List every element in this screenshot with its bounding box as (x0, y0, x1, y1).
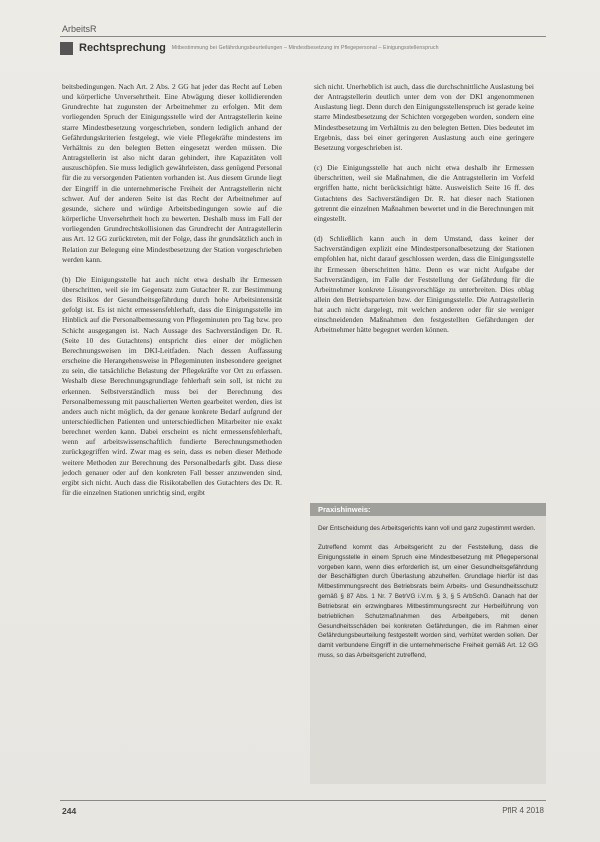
paragraph: Zutreffend kommt das Arbeitsgericht zu der Feststellung, dass die Einigungsstelle in einem Spruch eine Mindestbesetzung mit Pflegepersonal vorgeben kann, wenn dies erforderlich ist, um einer Gesundheitsgefährdung der Beschäftigten durch Überlastung abzuhelfen. Grundlage hierfür ist das Mitbestimmungsrecht des Betriebsrats beim Arbeits- und Gesundheitsschutz gemäß § 87 Abs. 1 Nr. 7 BetrVG i.V.m. § 3, § 5 ArbSchG. Danach hat der Betriebsrat ein erzwingbares Mitbestimmungsrecht zur Herbeiführung von betrieblichen Schutzmaßnahmen des Arbeitgebers, mit denen Gesundheitsschäden bei konkreten Gefährdungen, die im Rahmen einer Gefährdungsbeurteilung festgestellt worden sind, verhütet werden sollen. Der damit verbundene Eingriff in die unternehmerische Freiheit gemäß Art. 12 GG muss, so das Arbeitsgericht zutreffend, (318, 543, 538, 660)
paragraph: (c) Die Einigungsstelle hat auch nicht etwa deshalb ihr Ermessen überschritten, weil sie Maßnahmen, die die Antragstellerin im Vorfeld ergriffen hatte, nicht berücksichtigt hätte. Ausweislich Seite 16 ff. des Gutachtens des Sachverständigen Dr. R. hat dieser nach Stationen getrennt die einzelnen Maßnahmen bewertet und in die Berechnungen mit eingestellt. (314, 163, 534, 223)
left-column (62, 82, 282, 508)
issue-label: PflR 4 2018 (502, 806, 544, 815)
paragraph: (d) Schließlich kann auch in dem Umstand, dass keiner der Sachverständigen explizit eine Mindestpersonalbesetzung der Stationen empfohlen hat, nicht darauf geschlossen werden, dass die Einigungsstelle ihr Ermessen überschritten hätte. Denn es war nicht Aufgabe der Sachverständigen, im Falle der Feststellung der Gefährdung für die Arbeitnehmer konkrete Lösungsvorschläge zu unterbreiten. Dies oblag allein den Betriebsparteien bzw. der Einigungsstelle. Die Antragstellerin hat auch nicht dargelegt, mit welchen anderen oder für sie weniger einschneidenden Maßnahmen den festgestellten Gefährdungen der Arbeitnehmer hätte begegnet werden können. (314, 234, 534, 335)
paragraph: (b) Die Einigungsstelle hat auch nicht etwa deshalb ihr Ermessen überschritten, weil sie im Gegensatz zum Gutachter R. zur Bestimmung des Risikos der Gesundheitsgefährdung durch hohe Arbeitsintensität gefolgt ist. Es ist nicht ermessensfehlerhaft, dass die Einigungsstelle im Hinblick auf die Personalbemessung von Pflegeminuten pro Tag bzw. pro Schicht ausgegangen ist. Nach Aussage des Sachverständigen Dr. R. (Seite 10 des Gutachtens) entspricht dies einer der möglichen Berechnungsweisen im DKI-Leitfaden. Nach dessen Auffassung erscheine die Herangehensweise in Pflegeminuten insbesondere geeignet zu sein, die tatsächliche Belastung der Pflegekräfte vor Ort zu erfassen. Weshalb diese Berechnungsgrundlage fehlerhaft sein soll, ist nicht zu erkennen. Selbstverständlich muss bei der Berechnung des Personalbemessung mit pauschalierten Werten gearbeitet werden, dies ist anders auch nicht möglich, da der genaue konkrete Bedarf aufgrund der unterschiedlichen Patienten und unterschiedlichen Mitarbeiter nie exakt berechnet werden kann. Dabei erscheint es nicht ermessensfehlerhaft, wenn auf arbeitswissenschaftlich fundierte Berechnungsmethoden zurückgegriffen wird. Zwar mag es sein, dass es neben dieser Methode weitere Methoden zur Berechnung des Personalbedarfs gibt. Dass diese jedoch genauer oder auf den konkreten Fall besser anzuwenden sind, ergibt sich nicht. Auch dass die Risikotabellen des Gutachters des Dr. R. für die einzelnen Stationen unrichtig sind, ergibt (62, 274, 282, 498)
section-title: Rechtsprechung (79, 42, 166, 54)
paragraph: sich nicht. Unerheblich ist auch, dass die durchschnittliche Auslastung bei der Antragstellerin deutlich unter dem von der DKI angenommenen Auslastung liegt. Denn durch den Einigungsstellenspruch ist gerade keine starre Mindestbesetzung der Schichten vorgegeben worden, sondern eine Mindestbesetzung im Verhältnis zu den belegten Betten. Dies bedeutet im Ergebnis, dass bei einer geringeren Auslastung auch eine geringere Besetzung vorgeschrieben ist. (314, 82, 534, 152)
paragraph: beitsbedingungen. Nach Art. 2 Abs. 2 GG hat jeder das Recht auf Leben und körperliche Unversehrtheit. Eine Abwägung dieser kollidierenden Grundrechte hat zugunsten der Arbeitnehmer zu erfolgen. Mit dem vorliegenden Spruch der Einigungsstelle wird der Antragstellerin keine starre Mindestbesetzung vorgeschrieben, sondern lediglich anhand der Gefährdungskriterien festgelegt, wie viele Pflegekräfte mindestens im Verhältnis zu den belegten Betten eingesetzt werden müssen. Die Antragstellerin ist also nicht daran gehindert, ihre Kapazitäten voll auszuschöpfen. Sie muss lediglich gewährleisten, dass genügend Personal für die zu versorgenden Patienten vorhanden ist. Aus diesem Grunde liegt der Eingriff in die unternehmerische Freiheit der Antragstellerin nicht schwer. Auf der anderen Seite ist das Recht der Arbeitnehmer auf gesunde, sichere und würdige Arbeitsbedingungen sowie auf die körperliche Unversehrtheit hoch zu bewerten. Deshalb muss im Fall der vorliegenden Grundrechtskollisionen das Grundrecht der Antragstellerin aus Art. 12 GG zurücktreten, mit der Folge, dass ihr grundsätzlich auch in Relation zur Belegung eine Mindestbesetzung der Station vorgeschrieben werden kann. (62, 82, 282, 264)
footer-rule (60, 800, 546, 801)
praxishinweis-body (310, 516, 546, 661)
right-column (314, 82, 534, 346)
header-rule (60, 36, 546, 37)
section-marker-icon (60, 42, 73, 55)
journal-section-label: ArbeitsR (62, 24, 97, 34)
page-header (60, 40, 546, 56)
praxishinweis-title: Praxishinweis: (310, 503, 546, 516)
praxishinweis-box (310, 503, 546, 784)
page-number: 244 (62, 806, 77, 816)
section-subtopics: Mitbestimmung bei Gefährdungsbeurteilungen – Mindestbesetzung im Pflegepersonal – Einigungsstellenspruch (171, 45, 439, 51)
paragraph: Der Entscheidung des Arbeitsgerichts kann voll und ganz zugestimmt werden. (318, 525, 536, 532)
